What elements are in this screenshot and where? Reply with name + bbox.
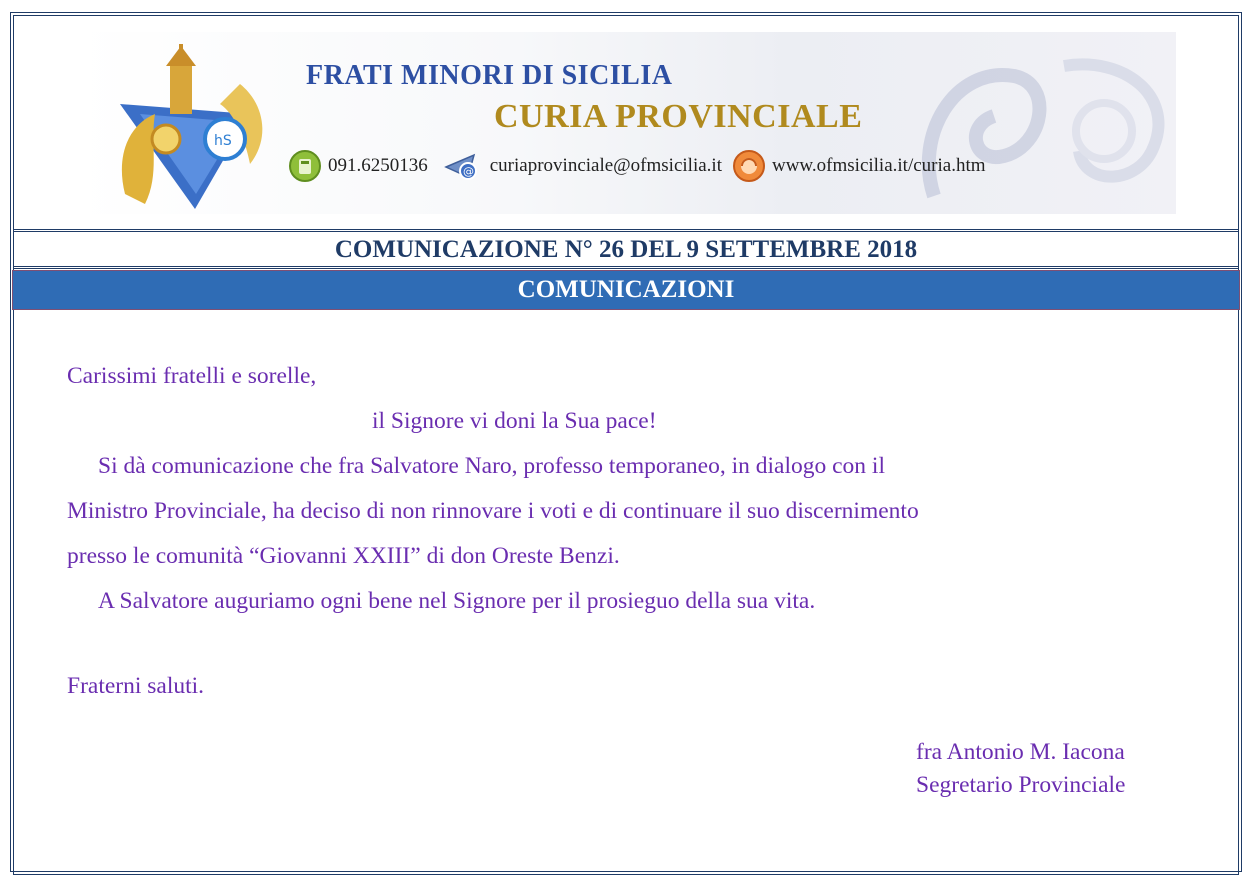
paragraph-line: Ministro Provinciale, ha deciso di non rinnovare i voti e di continuare il suo discernimento xyxy=(67,498,919,524)
phone-number: 091.6250136 xyxy=(328,155,428,176)
watermark-logo xyxy=(894,36,1194,216)
letterhead xyxy=(14,16,1238,230)
signature-block xyxy=(916,736,1125,802)
curia-name: CURIA PROVINCIALE xyxy=(494,98,863,135)
svg-text:@: @ xyxy=(462,165,474,178)
closing: Fraterni saluti. xyxy=(67,673,205,699)
greeting: il Signore vi doni la Sua pace! xyxy=(372,408,657,434)
title-divider xyxy=(14,266,1238,269)
website-url: www.ofmsicilia.it/curia.htm xyxy=(771,155,986,176)
phone-icon xyxy=(288,149,322,183)
contact-row xyxy=(288,146,996,186)
email-icon xyxy=(438,149,484,183)
section-header: COMUNICAZIONI xyxy=(12,270,1240,310)
signature-name: fra Antonio M. Iacona xyxy=(916,739,1125,765)
communication-title: COMUNICAZIONE N° 26 DEL 9 SETTEMBRE 2018 xyxy=(334,236,918,263)
letter-body xyxy=(67,354,1207,624)
paragraph-line: presso le comunità “Giovanni XXIII” di don Oreste Benzi. xyxy=(67,543,620,569)
paragraph-line: Si dà comunicazione che fra Salvatore Naro, professo temporaneo, in dialogo con il xyxy=(98,453,885,479)
svg-text:hS: hS xyxy=(214,133,232,149)
order-name: FRATI MINORI DI SICILIA xyxy=(306,60,673,91)
salutation: Carissimi fratelli e sorelle, xyxy=(67,363,317,389)
web-icon xyxy=(732,149,766,183)
order-logo xyxy=(100,44,280,216)
paragraph: A Salvatore auguriamo ogni bene nel Signore per il prosieguo della sua vita. xyxy=(98,588,816,614)
signature-role: Segretario Provinciale xyxy=(916,772,1126,798)
email-address: curiaprovinciale@ofmsicilia.it xyxy=(489,155,722,176)
